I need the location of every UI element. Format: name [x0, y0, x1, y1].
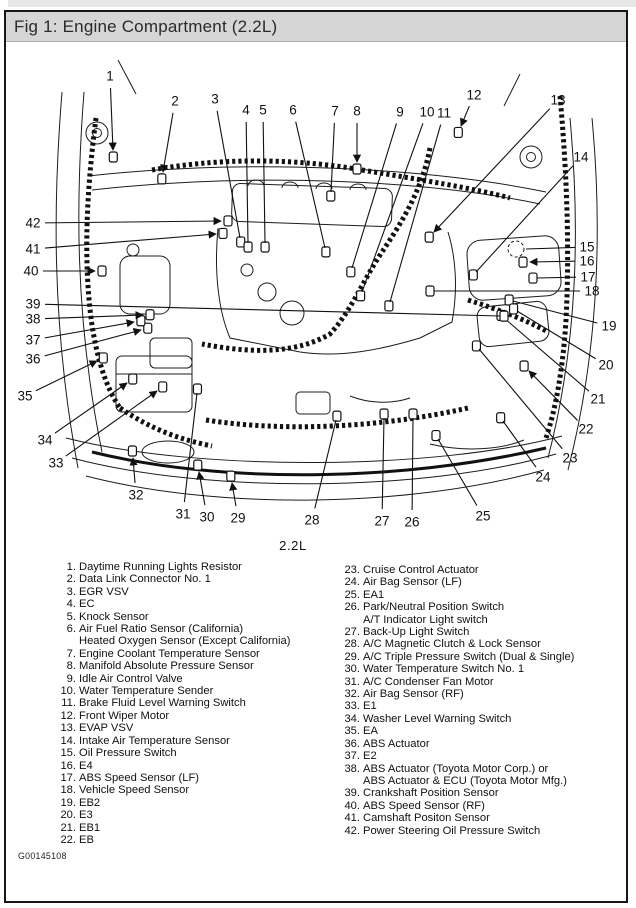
legend-item-number: 18. [60, 784, 76, 797]
legend-item [336, 763, 628, 775]
legend-item-number: 3. [66, 585, 76, 598]
legend-item-text: EC [79, 598, 95, 611]
legend-item [336, 564, 628, 576]
callout-number-8: 8 [353, 103, 361, 119]
callout-number-34: 34 [37, 432, 53, 448]
legend-item-text: EGR VSV [79, 585, 129, 598]
legend-item-number: 22. [60, 833, 76, 846]
legend-item-number: 39. [344, 787, 360, 800]
legend-item-text: EA1 [363, 588, 385, 601]
legend-item-text: Oil Pressure Switch [79, 747, 177, 760]
legend-item-text: A/C Triple Pressure Switch (Dual & Single) [363, 650, 575, 663]
component-marker-12 [454, 127, 462, 137]
component-marker-37 [137, 316, 145, 326]
legend-item-number: 15. [60, 747, 76, 760]
callout-number-18: 18 [584, 283, 600, 299]
callout-number-29: 29 [230, 510, 246, 526]
legend-item-text: E3 [79, 809, 93, 822]
callout-number-23: 23 [562, 450, 578, 466]
legend-item [52, 660, 328, 672]
legend-item [336, 626, 628, 638]
legend-item-number: 35. [344, 725, 360, 738]
legend-item-number: 21. [60, 821, 76, 834]
legend-item-text: A/C Condenser Fan Motor [363, 675, 494, 688]
legend-column-left [52, 561, 328, 846]
legend-item-number: 9. [66, 672, 76, 685]
component-marker-41 [219, 228, 227, 238]
figure-code: G00145108 [18, 851, 67, 861]
callout-number-20: 20 [598, 357, 614, 373]
callout-number-22: 22 [578, 421, 594, 437]
callout-number-32: 32 [128, 487, 144, 503]
leader-line-6 [296, 122, 325, 248]
leader-line-17 [537, 277, 576, 278]
legend-item-number: 14. [60, 734, 76, 747]
callout-23 [472, 341, 577, 466]
callout-number-10: 10 [419, 104, 435, 120]
legend-item [52, 822, 328, 834]
legend-item-number [336, 775, 360, 787]
component-marker-42 [224, 216, 232, 226]
callout-9 [347, 105, 404, 277]
leader-line-9 [352, 123, 396, 268]
legend-item [336, 663, 628, 675]
legend-item [336, 676, 628, 688]
legend-item-text: A/C Magnetic Clutch & Lock Sensor [363, 638, 541, 651]
legend-item [336, 738, 628, 750]
legend-item [336, 700, 628, 712]
component-marker-4 [244, 242, 252, 252]
legend-item [52, 586, 328, 598]
callout-31 [175, 384, 201, 521]
leader-line-13 [434, 109, 550, 232]
callout-number-7: 7 [331, 103, 339, 119]
leader-line-26 [412, 418, 413, 510]
callout-number-21: 21 [590, 391, 606, 407]
legend-item-text: Heated Oxygen Sensor (Except California) [79, 635, 291, 648]
callout-28 [304, 411, 340, 527]
component-marker-40 [98, 266, 106, 276]
legend-item [336, 576, 628, 588]
legend-item-text: Brake Fluid Level Warning Switch [79, 697, 246, 710]
component-marker-22 [520, 361, 528, 371]
callout-number-1: 1 [106, 68, 114, 84]
callout-number-11: 11 [436, 105, 452, 121]
component-marker-8 [353, 164, 361, 174]
leader-line-29 [232, 483, 236, 506]
legend-item-number: 42. [344, 824, 360, 837]
leader-line-36 [45, 330, 141, 356]
legend-item-number: 17. [60, 771, 76, 784]
callout-number-9: 9 [396, 104, 404, 120]
legend-item-number: 11. [61, 697, 76, 710]
legend-item-number: 33. [344, 700, 360, 713]
legend-item [52, 760, 328, 772]
callout-number-19: 19 [601, 318, 617, 334]
diagram-caption: 2.2L [279, 538, 307, 553]
legend-item [52, 561, 328, 573]
leader-line-15 [526, 247, 575, 249]
callout-4 [242, 103, 252, 252]
callout-number-12: 12 [466, 87, 482, 103]
leader-line-27 [382, 418, 384, 509]
legend-item [336, 750, 628, 762]
leader-line-28 [315, 420, 336, 508]
callout-8 [353, 104, 361, 175]
leader-line-35 [36, 361, 97, 391]
callout-32 [128, 446, 143, 502]
legend-item-text: Intake Air Temperature Sensor [79, 734, 230, 747]
component-marker-11 [385, 301, 393, 311]
leader-line-5 [263, 122, 265, 243]
legend-item-text: ABS Actuator & ECU (Toyota Motor Mfg.) [363, 774, 567, 787]
leader-line-19 [513, 301, 597, 323]
legend-item-text: EB [79, 833, 94, 846]
legend-item-text: Manifold Absolute Pressure Sensor [79, 660, 254, 673]
component-marker-6 [322, 247, 330, 257]
legend-item-text: Air Bag Sensor (RF) [363, 688, 464, 701]
component-marker-7 [327, 191, 335, 201]
legend-item-continuation [52, 635, 328, 647]
component-marker-30 [194, 460, 202, 470]
callout-number-38: 38 [25, 311, 41, 327]
callout-number-37: 37 [25, 332, 41, 348]
legend-item-number: 20. [60, 809, 76, 822]
callout-number-15: 15 [579, 239, 595, 255]
legend-item-text: Air Bag Sensor (LF) [363, 576, 462, 589]
callout-39 [25, 297, 508, 322]
callout-5 [259, 103, 269, 252]
component-marker-34 [129, 374, 137, 384]
leader-line-42 [45, 221, 221, 223]
legend-item-continuation [336, 775, 628, 787]
component-marker-33 [159, 382, 167, 392]
legend-item-text: Crankshaft Position Sensor [363, 787, 499, 800]
callout-number-5: 5 [259, 102, 267, 118]
callout-number-14: 14 [573, 149, 589, 165]
legend-item [336, 725, 628, 737]
legend-item-number: 26. [344, 601, 360, 614]
callout-1 [106, 69, 117, 162]
component-marker-39 [500, 311, 508, 321]
legend-item-text: E4 [79, 759, 93, 772]
component-marker-38 [146, 310, 154, 320]
legend-item-number: 1. [66, 561, 76, 573]
callout-number-27: 27 [374, 513, 390, 529]
callout-6 [289, 103, 330, 257]
legend-item [336, 589, 628, 601]
legend-item-number: 7. [66, 647, 76, 660]
legend-item-text: ABS Speed Sensor (RF) [363, 799, 485, 812]
legend-item-number: 24. [344, 576, 360, 589]
legend-item [52, 685, 328, 697]
callout-15 [526, 240, 595, 255]
legend-item-number: 8. [66, 660, 76, 673]
legend-item-text: Air Fuel Ratio Sensor (California) [79, 623, 244, 636]
component-marker-31 [193, 384, 201, 394]
legend-item-number: 37. [344, 750, 360, 763]
legend-item [52, 611, 328, 623]
figure-title: Fig 1: Engine Compartment (2.2L) [14, 16, 278, 36]
legend-item-text: Water Temperature Sender [79, 685, 214, 698]
callout-14 [469, 150, 589, 280]
legend-item-text: E2 [363, 750, 377, 763]
leader-line-11 [390, 125, 441, 302]
component-marker-35 [99, 353, 107, 363]
leader-line-12 [461, 106, 469, 126]
legend-item-number: 12. [60, 709, 76, 722]
leader-line-20 [517, 311, 596, 359]
legend-item-text: Daytime Running Lights Resistor [79, 561, 242, 573]
legend-item-number: 23. [344, 564, 360, 576]
callout-number-36: 36 [25, 351, 41, 367]
legend-item-number: 28. [344, 638, 360, 651]
legend-item-number: 30. [344, 663, 360, 676]
legend-column-right [336, 564, 628, 837]
component-marker-10 [357, 291, 365, 301]
legend-item-text: Cruise Control Actuator [363, 564, 479, 576]
component-marker-27 [380, 409, 388, 419]
legend-item [52, 648, 328, 660]
legend-item-text: EA [363, 725, 378, 738]
component-marker-5 [261, 242, 269, 252]
callout-number-28: 28 [304, 512, 320, 528]
leader-line-41 [45, 234, 216, 248]
legend-item [52, 598, 328, 610]
legend-item [52, 735, 328, 747]
callout-number-42: 42 [25, 215, 41, 231]
legend-item-number: 40. [344, 799, 360, 812]
legend-item [52, 573, 328, 585]
component-marker-25 [432, 431, 440, 441]
component-marker-16 [519, 257, 527, 267]
legend-item [336, 825, 628, 837]
legend-item-text: Camshaft Positon Sensor [363, 812, 490, 825]
legend-item-number [52, 635, 76, 647]
legend-item-text: Water Temperature Switch No. 1 [363, 663, 525, 676]
leader-line-24 [503, 421, 536, 467]
legend-item-text: ABS Actuator (Toyota Motor Corp.) or [363, 762, 549, 775]
legend-item-number: 6. [66, 623, 76, 636]
leader-line-16 [530, 261, 575, 262]
legend-item-number: 4. [66, 598, 76, 611]
component-marker-20 [510, 304, 518, 314]
callout-40 [23, 264, 106, 279]
legend-item-text: Front Wiper Motor [79, 709, 170, 722]
legend-item [52, 673, 328, 685]
callout-number-40: 40 [23, 263, 39, 279]
legend-item [52, 747, 328, 759]
legend-item [336, 688, 628, 700]
legend-item-number: 38. [344, 762, 360, 775]
legend-item [336, 713, 628, 725]
callout-number-13: 13 [550, 92, 566, 108]
callout-number-35: 35 [17, 388, 33, 404]
legend-item-number: 36. [344, 737, 360, 750]
legend-item-text: EB2 [79, 796, 101, 809]
legend-item-text: ABS Actuator [363, 737, 430, 750]
legend-item [52, 722, 328, 734]
legend-item-text: Park/Neutral Position Switch [363, 601, 505, 614]
legend-item-text: Idle Air Control Valve [79, 672, 183, 685]
legend-item [52, 710, 328, 722]
callout-number-24: 24 [535, 469, 551, 485]
component-marker-9 [347, 267, 355, 277]
legend-item-number: 32. [344, 688, 360, 701]
callout-25 [432, 431, 491, 524]
legend-item [336, 651, 628, 663]
component-marker-13 [425, 232, 433, 242]
leader-line-1 [110, 88, 113, 150]
legend-item-text: Data Link Connector No. 1 [79, 573, 211, 586]
callout-number-17: 17 [580, 269, 596, 285]
legend-item-text: Power Steering Oil Pressure Switch [363, 824, 541, 837]
component-marker-2 [158, 174, 166, 184]
legend-item-number: 29. [344, 650, 360, 663]
legend-item-number: 31. [344, 675, 360, 688]
legend-item [336, 800, 628, 812]
callout-number-25: 25 [475, 508, 491, 524]
callout-22 [520, 361, 593, 436]
legend-item-text: EVAP VSV [79, 722, 134, 735]
legend-item-number: 16. [60, 759, 76, 772]
callout-number-2: 2 [171, 93, 179, 109]
legend-item [336, 638, 628, 650]
callout-number-4: 4 [242, 102, 250, 118]
legend-item-number: 41. [344, 812, 360, 825]
legend-item-number: 10. [60, 685, 76, 698]
legend-item [52, 697, 328, 709]
legend-item-number [336, 614, 360, 626]
legend-item-continuation [336, 614, 628, 626]
engine-and-components [116, 180, 562, 414]
legend-item-number: 5. [66, 610, 76, 623]
callout-27 [374, 409, 389, 528]
legend-item-number: 34. [344, 712, 360, 725]
component-marker-28 [333, 411, 341, 421]
legend-item [52, 623, 328, 635]
callout-number-26: 26 [404, 514, 420, 530]
legend-item-text: Vehicle Speed Sensor [79, 784, 190, 797]
callout-number-33: 33 [48, 455, 64, 471]
legend-item-text: A/T Indicator Light switch [363, 613, 488, 626]
component-marker-29 [227, 471, 235, 481]
leader-line-39 [45, 304, 500, 316]
leader-line-2 [163, 113, 173, 172]
legend-item [336, 812, 628, 824]
legend-item-text: Washer Level Warning Switch [363, 712, 512, 725]
callout-number-39: 39 [25, 296, 41, 312]
legend-item-text: Engine Coolant Temperature Sensor [79, 647, 260, 660]
leader-line-38 [45, 315, 143, 319]
legend-item [52, 809, 328, 821]
component-marker-1 [109, 152, 117, 162]
callout-16 [519, 254, 595, 269]
legend-item [52, 834, 328, 846]
callout-number-6: 6 [289, 102, 297, 118]
legend-item-text: EB1 [79, 821, 101, 834]
callout-number-16: 16 [579, 253, 595, 269]
component-marker-17 [529, 273, 537, 283]
callout-number-30: 30 [199, 509, 215, 525]
legend-item-number: 19. [60, 796, 76, 809]
callout-number-41: 41 [25, 241, 41, 257]
legend-item-text: ABS Speed Sensor (LF) [79, 771, 200, 784]
legend-item [336, 787, 628, 799]
component-marker-18 [426, 286, 434, 296]
legend-item [52, 772, 328, 784]
legend-item-text: Knock Sensor [79, 610, 149, 623]
callout-17 [529, 270, 596, 285]
legend-item-text: Back-Up Light Switch [363, 626, 470, 639]
legend-item [52, 797, 328, 809]
leader-line-4 [246, 122, 248, 243]
callout-number-3: 3 [211, 91, 219, 107]
legend-item-number: 13. [60, 722, 76, 735]
legend-item-text: E1 [363, 700, 377, 713]
legend-item [336, 601, 628, 613]
legend-item-number: 25. [344, 588, 360, 601]
legend-item [52, 784, 328, 796]
callout-number-31: 31 [175, 506, 191, 522]
callout-12 [454, 88, 481, 138]
component-marker-26 [409, 409, 417, 419]
component-marker-32 [128, 446, 136, 456]
leader-line-30 [199, 472, 205, 505]
legend-item-number: 2. [66, 573, 76, 586]
legend-item-number: 27. [344, 626, 360, 639]
